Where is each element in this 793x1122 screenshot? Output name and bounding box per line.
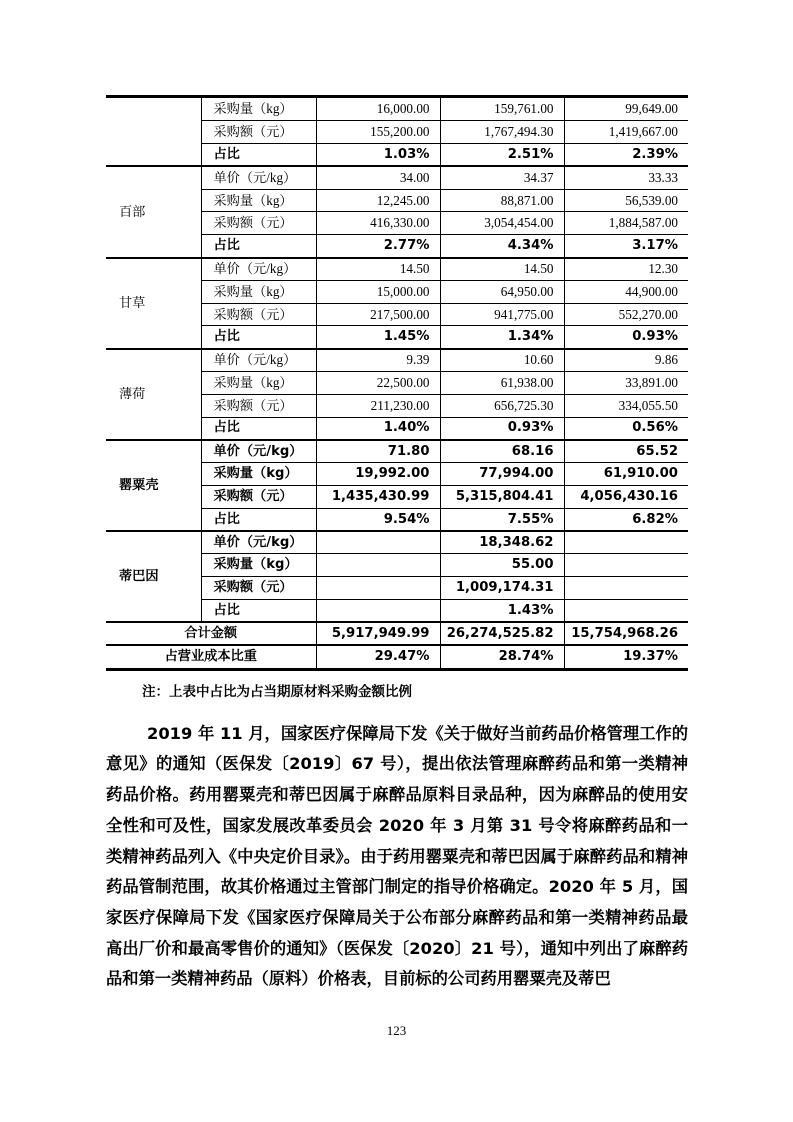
cost-ratio-row [106,645,688,668]
metric-label-cell: 采购量（kg） [201,189,316,212]
value-cell: 33.33 [564,166,688,189]
value-cell: 55.00 [440,554,564,577]
value-cell: 211,230.00 [316,394,440,417]
page-content [106,95,688,995]
value-cell [564,577,688,600]
material-cell: 百部 [106,166,201,257]
table-row [106,440,688,463]
metric-label-cell: 采购额（元） [201,486,316,509]
table-row [106,166,688,189]
value-cell [316,600,440,623]
value-cell: 15,754,968.26 [564,622,688,645]
value-cell: 19,992.00 [316,463,440,486]
value-cell: 68.16 [440,440,564,463]
value-cell: 99,649.00 [564,98,688,121]
value-cell: 5,315,804.41 [440,486,564,509]
metric-label-cell: 采购额（元） [201,394,316,417]
summary-label-cell: 占营业成本比重 [106,645,316,668]
value-cell: 1.40% [316,417,440,440]
value-cell: 22,500.00 [316,372,440,395]
metric-label-cell: 采购量（kg） [201,280,316,303]
value-cell: 941,775.00 [440,303,564,326]
value-cell: 3,054,454.00 [440,212,564,235]
value-cell: 26,274,525.82 [440,622,564,645]
material-cell: 薄荷 [106,349,201,440]
material-cell: 罂粟壳 [106,440,201,531]
value-cell [316,554,440,577]
value-cell: 1.34% [440,326,564,349]
material-cell: 甘草 [106,258,201,349]
value-cell: 217,500.00 [316,303,440,326]
value-cell: 334,055.50 [564,394,688,417]
procurement-table-wrapper [106,95,688,671]
value-cell [564,600,688,623]
value-cell: 4,056,430.16 [564,486,688,509]
metric-label-cell: 占比 [201,144,316,167]
procurement-table [106,98,688,668]
value-cell: 28.74% [440,645,564,668]
value-cell: 159,761.00 [440,98,564,121]
value-cell [316,531,440,554]
value-cell: 155,200.00 [316,121,440,144]
metric-label-cell: 占比 [201,326,316,349]
value-cell: 656,725.30 [440,394,564,417]
value-cell: 6.82% [564,508,688,531]
value-cell: 15,000.00 [316,280,440,303]
value-cell [564,554,688,577]
value-cell: 1,767,494.30 [440,121,564,144]
value-cell: 16,000.00 [316,98,440,121]
table-footnote: 注：上表中占比为占当期原材料采购金额比例 [142,683,412,700]
value-cell: 33,891.00 [564,372,688,395]
value-cell: 88,871.00 [440,189,564,212]
value-cell: 12.30 [564,258,688,281]
metric-label-cell: 采购额（元） [201,121,316,144]
metric-label-cell: 单价（元/kg） [201,531,316,554]
value-cell: 34.00 [316,166,440,189]
value-cell: 64,950.00 [440,280,564,303]
table-row [106,98,688,121]
value-cell: 2.39% [564,144,688,167]
metric-label-cell: 采购额（元） [201,303,316,326]
value-cell: 56,539.00 [564,189,688,212]
value-cell: 9.39 [316,349,440,372]
value-cell: 4.34% [440,235,564,258]
value-cell: 44,900.00 [564,280,688,303]
value-cell: 34.37 [440,166,564,189]
table-row [106,349,688,372]
value-cell: 5,917,949.99 [316,622,440,645]
value-cell: 2.77% [316,235,440,258]
metric-label-cell: 单价（元/kg） [201,440,316,463]
value-cell: 1,884,587.00 [564,212,688,235]
material-cell: 蒂巴因 [106,531,201,622]
value-cell: 1.03% [316,144,440,167]
value-cell: 65.52 [564,440,688,463]
value-cell: 14.50 [440,258,564,281]
value-cell: 10.60 [440,349,564,372]
value-cell: 0.93% [440,417,564,440]
metric-label-cell: 采购量（kg） [201,372,316,395]
value-cell [564,531,688,554]
value-cell: 61,910.00 [564,463,688,486]
metric-label-cell: 采购额（元） [201,212,316,235]
value-cell: 7.55% [440,508,564,531]
value-cell: 1,009,174.31 [440,577,564,600]
value-cell: 9.86 [564,349,688,372]
table-row [106,258,688,281]
value-cell: 12,245.00 [316,189,440,212]
value-cell: 29.47% [316,645,440,668]
value-cell: 1,419,667.00 [564,121,688,144]
value-cell: 2.51% [440,144,564,167]
value-cell: 0.93% [564,326,688,349]
metric-label-cell: 采购量（kg） [201,463,316,486]
metric-label-cell: 采购量（kg） [201,98,316,121]
value-cell: 3.17% [564,235,688,258]
value-cell: 18,348.62 [440,531,564,554]
metric-label-cell: 占比 [201,235,316,258]
value-cell: 1,435,430.99 [316,486,440,509]
value-cell: 1.43% [440,600,564,623]
metric-label-cell: 采购额（元） [201,577,316,600]
metric-label-cell: 占比 [201,600,316,623]
body-paragraph: 2019 年 11 月，国家医疗保障局下发《关于做好当前药品价格管理工作的意见》的通知（医保发〔2019〕67 号），提出依法管理麻醉药品和第一类精神药品价格。药用罂粟壳和蒂巴因属于麻醉品原料目录品种，因为麻醉品的使用安全性和可及性，国家发展改革委员会 2020 年 3 月第 31 号令将麻醉药品和一类精神药品列入《中央定价目录》。由于药用罂粟壳和蒂巴因属于麻醉药品和精神药品管制范围，故其价格通过主管部门制定的指导价格确定。2020 年 5 月，国家医疗保障局下发《国家医疗保障局关于公布部分麻醉药品和第一类精神药品最高出厂价和最高零售价的通知》（医保发〔2020〕21 号），通知中列出了麻醉药品和第一类精神药品（原料）价格表，目前标的公司药用罂粟壳及蒂巴 [106,723,688,989]
metric-label-cell: 占比 [201,417,316,440]
table-row [106,531,688,554]
value-cell: 1.45% [316,326,440,349]
summary-label-cell: 合计金额 [106,622,316,645]
value-cell: 9.54% [316,508,440,531]
metric-label-cell: 单价（元/kg） [201,166,316,189]
value-cell: 61,938.00 [440,372,564,395]
total-amount-row [106,622,688,645]
metric-label-cell: 单价（元/kg） [201,258,316,281]
value-cell: 0.56% [564,417,688,440]
value-cell: 552,270.00 [564,303,688,326]
page-number: 123 [386,1023,407,1038]
material-cell [106,98,201,166]
value-cell [316,577,440,600]
value-cell: 71.80 [316,440,440,463]
metric-label-cell: 采购量（kg） [201,554,316,577]
value-cell: 416,330.00 [316,212,440,235]
value-cell: 14.50 [316,258,440,281]
metric-label-cell: 占比 [201,508,316,531]
metric-label-cell: 单价（元/kg） [201,349,316,372]
value-cell: 19.37% [564,645,688,668]
value-cell: 77,994.00 [440,463,564,486]
